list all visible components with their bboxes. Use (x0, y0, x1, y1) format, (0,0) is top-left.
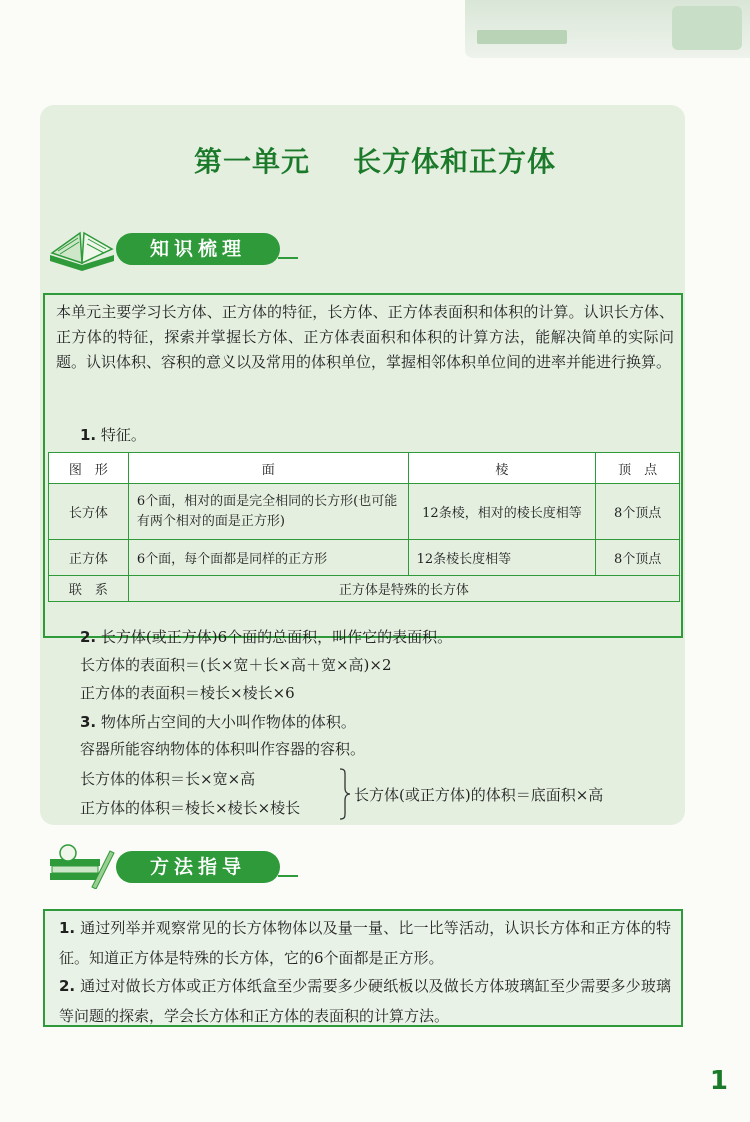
method-p2-text: 通过对做长方体或正方体纸盒至少需要多少硬纸板以及做长方体玻璃缸至少需要多少玻璃等问题的探索，学会长方体和正方体的表面积的计算方法。 (59, 977, 671, 1025)
method-box (43, 909, 683, 1027)
item-3-text: 物体所占空间的大小叫作物体的体积。 (100, 713, 356, 731)
features-table (48, 452, 680, 602)
section-label-method: 方法指导 (116, 851, 280, 883)
table-cell: 长方体 (49, 484, 129, 540)
formula-cuboid-area: 长方体的表面积＝(长×宽＋长×高＋宽×高)×2 (80, 656, 392, 674)
item-1-num: 1. (80, 426, 97, 444)
table-cell: 12条棱长度相等 (408, 540, 596, 576)
book-icon (46, 225, 118, 271)
method-p1-text: 通过列举并观察常见的长方体物体以及量一量、比一比等活动，认识长方体和正方体的特征。知道正方体是特殊的长方体，它的6个面都是正方形。 (59, 919, 671, 967)
table-row (49, 540, 680, 576)
brace-icon (338, 768, 352, 820)
table-header: 面 (128, 453, 408, 484)
item-2-num: 2. (80, 628, 97, 646)
table-header: 顶 点 (596, 453, 680, 484)
table-cell: 12条棱，相对的棱长度相等 (408, 484, 596, 540)
item-2 (80, 626, 452, 648)
table-cell: 6个面，每个面都是同样的正方形 (128, 540, 408, 576)
item-3-num: 3. (80, 713, 97, 731)
table-cell: 6个面，相对的面是完全相同的长方形(也可能有两个相对的面是正方形) (128, 484, 408, 540)
table-row (49, 576, 680, 602)
table-link-label: 联 系 (49, 576, 129, 602)
section-label-knowledge: 知识梳理 (116, 233, 280, 265)
page-number: 1 (709, 1066, 728, 1096)
tab-strip (477, 30, 567, 44)
item-2-text: 长方体(或正方体)6个面的总面积，叫作它的表面积。 (100, 628, 453, 646)
table-row (49, 484, 680, 540)
method-p2-num: 2. (59, 977, 76, 995)
table-header-row (49, 453, 680, 484)
table-cell: 8个顶点 (596, 484, 680, 540)
item-1-text: 特征。 (100, 426, 146, 444)
table-link-text: 正方体是特殊的长方体 (128, 576, 679, 602)
tab-mark (672, 6, 742, 50)
method-p1-num: 1. (59, 919, 76, 937)
section-underline (278, 875, 298, 877)
table-header: 棱 (408, 453, 596, 484)
table-cell: 正方体 (49, 540, 129, 576)
section-underline (278, 257, 298, 259)
item-1 (80, 424, 146, 446)
books-pencil-icon (46, 843, 118, 889)
table-header: 图 形 (49, 453, 129, 484)
formula-cube-volume: 正方体的体积＝棱长×棱长×棱长 (80, 799, 301, 817)
formula-general-volume: 长方体(或正方体)的体积＝底面积×高 (354, 786, 604, 804)
item-3 (80, 711, 356, 733)
method-paragraph-1 (59, 913, 671, 973)
capacity-definition: 容器所能容纳物体的体积叫作容器的容积。 (80, 740, 366, 758)
section-header-knowledge (46, 225, 306, 269)
page-title: 第一单元 长方体和正方体 (194, 145, 556, 178)
table-cell: 8个顶点 (596, 540, 680, 576)
top-corner-tab (465, 0, 750, 58)
formula-cuboid-volume: 长方体的体积＝长×宽×高 (80, 770, 256, 788)
method-paragraph-2 (59, 971, 671, 1031)
knowledge-intro: 本单元主要学习长方体、正方体的特征，长方体、正方体表面积和体积的计算。认识长方体、正方体的特征，探索并掌握长方体、正方体表面积和体积的计算方法，能解决简单的实际问题。认识体积、容积的意义以及常用的体积单位，掌握相邻体积单位间的进率并能进行换算。 (56, 303, 674, 371)
formula-cube-area: 正方体的表面积＝棱长×棱长×6 (80, 684, 295, 702)
section-header-method (46, 843, 306, 887)
